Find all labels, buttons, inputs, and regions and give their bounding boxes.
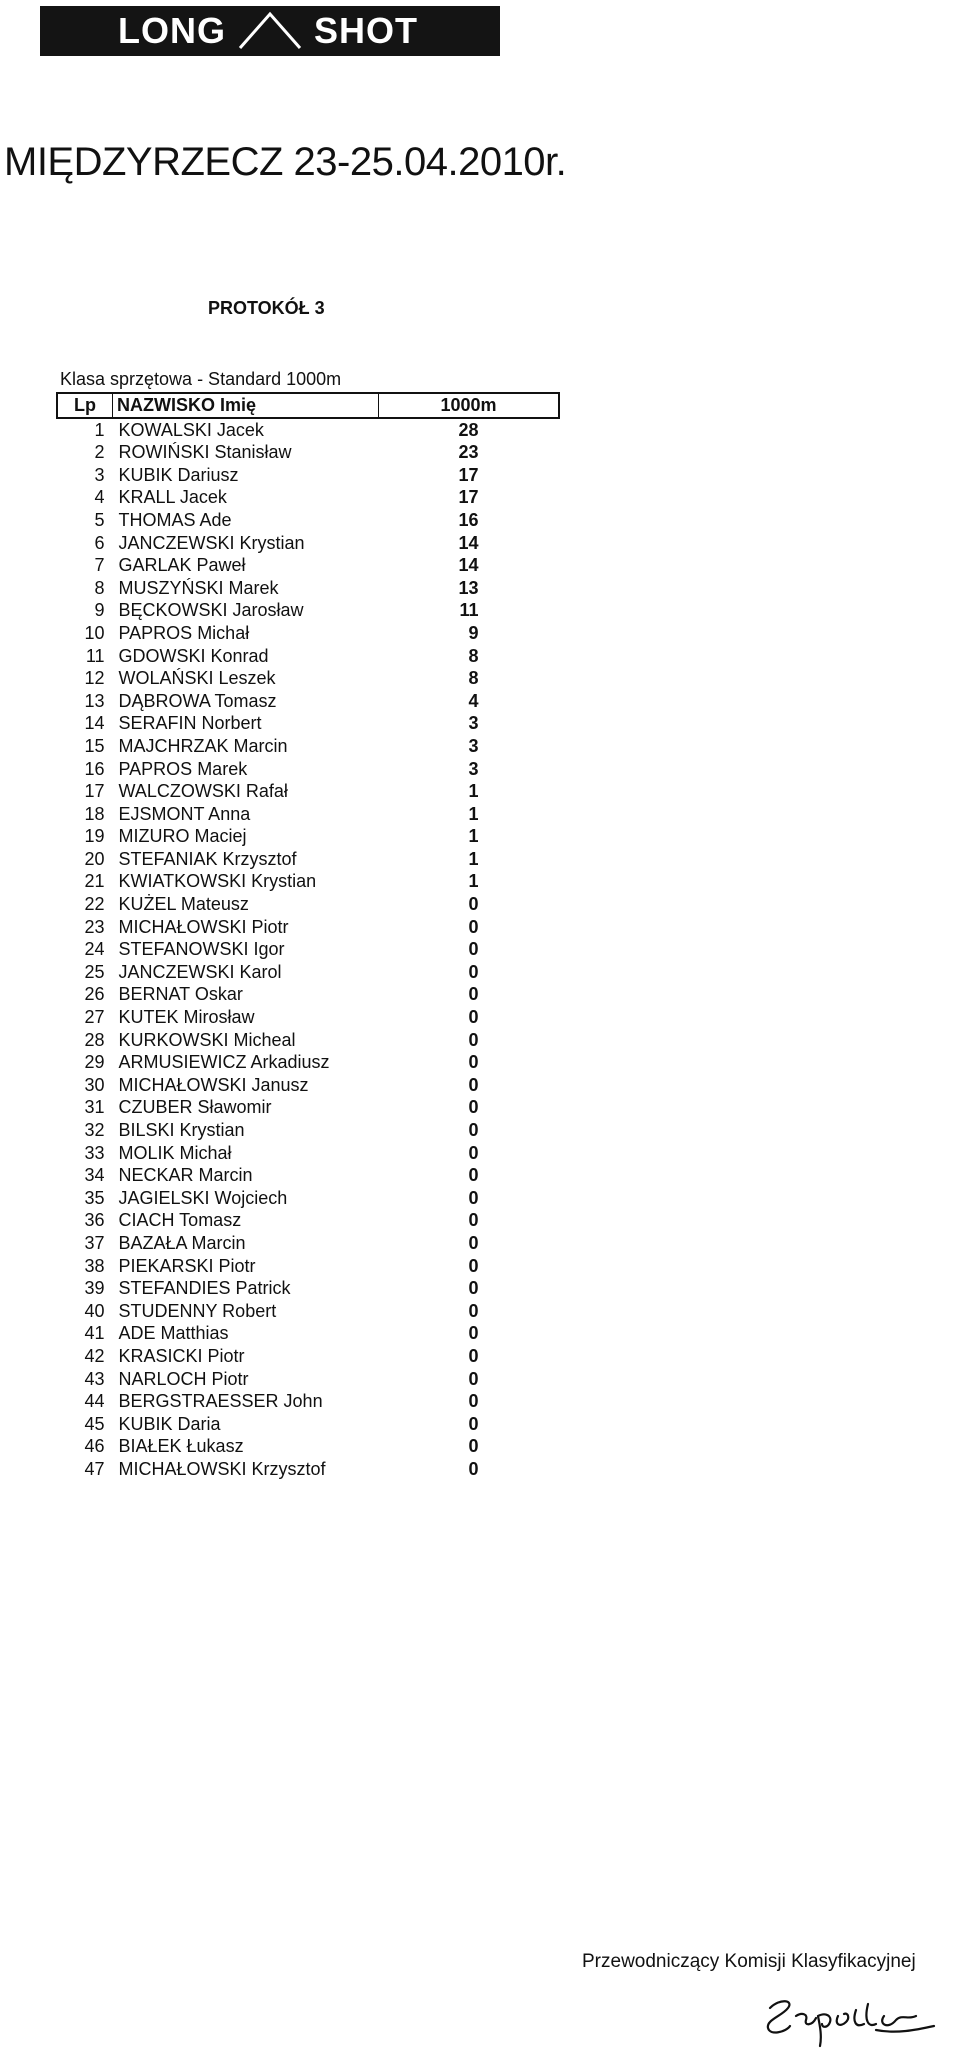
- row-name: KUBIK Dariusz: [118, 464, 239, 485]
- table-row: [57, 735, 559, 758]
- row-lp: 31: [84, 1097, 105, 1118]
- row-score: 9: [468, 622, 479, 643]
- row-score-cell: [379, 848, 560, 871]
- row-score-cell: [379, 1390, 560, 1413]
- row-lp: 29: [84, 1052, 105, 1073]
- row-score-cell: [379, 938, 560, 961]
- row-score-cell: [379, 1232, 560, 1255]
- row-name: THOMAS Ade: [118, 509, 232, 530]
- row-name: BAZAŁA Marcin: [118, 1232, 246, 1253]
- row-score: 3: [468, 713, 479, 734]
- row-score-cell: [379, 1345, 560, 1368]
- row-lp: 23: [84, 916, 105, 937]
- row-name: KRASICKI Piotr: [118, 1345, 245, 1366]
- row-name: GARLAK Paweł: [118, 555, 246, 576]
- row-name: DĄBROWA Tomasz: [118, 690, 277, 711]
- row-name: MIZURO Maciej: [118, 826, 247, 847]
- row-name: KWIATKOWSKI Krystian: [118, 871, 317, 892]
- table-row: [57, 1051, 559, 1074]
- row-score: 17: [458, 487, 479, 508]
- row-lp: 47: [84, 1458, 105, 1479]
- table-row: [57, 1209, 559, 1232]
- row-score-cell: [379, 825, 560, 848]
- row-score-cell: [379, 1029, 560, 1052]
- row-score: 28: [458, 419, 479, 440]
- row-name: STEFANOWSKI Igor: [118, 939, 285, 960]
- row-lp: 12: [84, 668, 105, 689]
- row-score-cell: [379, 780, 560, 803]
- row-lp: 46: [84, 1436, 105, 1457]
- row-lp: 16: [84, 758, 105, 779]
- row-score: 1: [468, 871, 479, 892]
- table-row: [57, 1458, 559, 1481]
- row-lp: 40: [84, 1300, 105, 1321]
- table-row: [57, 577, 559, 600]
- row-score-cell: [379, 1435, 560, 1458]
- row-score: 0: [468, 1413, 479, 1434]
- row-name: WOLAŃSKI Leszek: [118, 668, 276, 689]
- row-score: 0: [468, 961, 479, 982]
- row-score-cell: [379, 758, 560, 781]
- row-score: 0: [468, 1391, 479, 1412]
- row-name: ARMUSIEWICZ Arkadiusz: [118, 1052, 330, 1073]
- row-lp: 24: [84, 939, 105, 960]
- protocol-title: PROTOKÓŁ 3: [208, 298, 325, 318]
- table-row: [57, 938, 559, 961]
- row-score: 1: [468, 826, 479, 847]
- row-name: PIEKARSKI Piotr: [118, 1255, 256, 1276]
- row-score: 1: [468, 781, 479, 802]
- row-name: BERGSTRAESSER John: [118, 1391, 323, 1412]
- row-name: BERNAT Oskar: [118, 984, 243, 1005]
- row-score: 0: [468, 894, 479, 915]
- row-score-cell: [379, 1255, 560, 1278]
- table-row: [57, 1187, 559, 1210]
- table-row: [57, 418, 559, 442]
- table-row: [57, 1277, 559, 1300]
- row-name: MICHAŁOWSKI Piotr: [118, 916, 289, 937]
- table-row: [57, 1096, 559, 1119]
- row-score: 0: [468, 1368, 479, 1389]
- row-score: 0: [468, 1097, 479, 1118]
- row-lp: 45: [84, 1413, 105, 1434]
- row-score: 0: [468, 1300, 479, 1321]
- row-score-cell: [379, 622, 560, 645]
- row-score-cell: [379, 1051, 560, 1074]
- row-name: PAPROS Marek: [118, 758, 248, 779]
- row-name: MOLIK Michał: [118, 1142, 232, 1163]
- row-name: CIACH Tomasz: [118, 1210, 242, 1231]
- row-score-cell: [379, 667, 560, 690]
- row-score: 0: [468, 1232, 479, 1253]
- row-name: NECKAR Marcin: [118, 1165, 253, 1186]
- row-name: BIAŁEK Łukasz: [118, 1436, 244, 1457]
- row-lp: 22: [84, 894, 105, 915]
- row-lp: 11: [85, 645, 105, 666]
- row-lp: 36: [84, 1210, 105, 1231]
- row-lp: 5: [94, 509, 105, 530]
- table-header-row: [57, 393, 559, 418]
- row-score: 0: [468, 1323, 479, 1344]
- row-name: STEFANDIES Patrick: [118, 1278, 291, 1299]
- row-score-cell: [379, 1413, 560, 1436]
- table-row: [57, 1119, 559, 1142]
- table-row: [57, 1345, 559, 1368]
- chairman-label: Przewodniczący Komisji Klasyfikacyjnej: [582, 1951, 916, 1972]
- row-score-cell: [379, 735, 560, 758]
- row-lp: 41: [84, 1323, 105, 1344]
- row-lp: 15: [84, 735, 105, 756]
- row-name: NARLOCH Piotr: [118, 1368, 249, 1389]
- row-lp: 21: [84, 871, 105, 892]
- table-row: [57, 645, 559, 668]
- row-score: 0: [468, 939, 479, 960]
- row-lp: 14: [84, 713, 105, 734]
- row-name: ADE Matthias: [118, 1323, 229, 1344]
- row-name: KUTEK Mirosław: [118, 1007, 255, 1028]
- table-row: [57, 509, 559, 532]
- row-name: JAGIELSKI Wojciech: [118, 1187, 288, 1208]
- row-name: KOWALSKI Jacek: [118, 419, 264, 440]
- row-score: 0: [468, 1458, 479, 1479]
- row-score: 1: [468, 803, 479, 824]
- row-lp: 37: [84, 1232, 105, 1253]
- row-score-cell: [379, 645, 560, 668]
- row-score: 14: [458, 555, 479, 576]
- row-name: EJSMONT Anna: [118, 803, 251, 824]
- table-row: [57, 1413, 559, 1436]
- table-row: [57, 916, 559, 939]
- row-lp: 30: [84, 1074, 105, 1095]
- row-score-cell: [379, 577, 560, 600]
- row-name: STEFANIAK Krzysztof: [118, 848, 297, 869]
- row-lp: 34: [84, 1165, 105, 1186]
- table-row: [57, 667, 559, 690]
- row-name: STUDENNY Robert: [118, 1300, 277, 1321]
- row-score-cell: [379, 870, 560, 893]
- row-score-cell: [379, 983, 560, 1006]
- row-lp: 3: [94, 464, 105, 485]
- row-name: BILSKI Krystian: [118, 1120, 245, 1140]
- row-score-cell: [379, 486, 560, 509]
- row-lp: 19: [84, 826, 105, 847]
- row-score: 0: [468, 1052, 479, 1073]
- row-lp: 44: [84, 1391, 105, 1412]
- row-score: 0: [468, 1278, 479, 1299]
- row-score-cell: [379, 893, 560, 916]
- logo-text-right: SHOT: [314, 10, 419, 51]
- row-score-cell: [379, 961, 560, 984]
- row-lp: 20: [84, 848, 105, 869]
- row-score-cell: [379, 1142, 560, 1165]
- row-score-cell: [379, 532, 560, 555]
- row-score: 0: [468, 1142, 479, 1163]
- row-lp: 1: [94, 419, 105, 440]
- row-score: 13: [458, 577, 479, 598]
- row-lp: 39: [84, 1278, 105, 1299]
- row-lp: 26: [84, 984, 105, 1005]
- row-score: 16: [458, 509, 479, 530]
- row-score-cell: [379, 1458, 560, 1481]
- row-lp: 42: [84, 1345, 105, 1366]
- row-score: 3: [468, 758, 479, 779]
- logo-text-left: LONG: [118, 10, 226, 51]
- table-row: [57, 1322, 559, 1345]
- logo-wordmark: [60, 10, 480, 52]
- row-score: 0: [468, 1210, 479, 1231]
- table-row: [57, 1029, 559, 1052]
- row-lp: 8: [94, 577, 105, 598]
- table-row: [57, 622, 559, 645]
- row-name: JANCZEWSKI Krystian: [118, 532, 305, 553]
- row-lp: 17: [84, 781, 105, 802]
- row-lp: 27: [84, 1007, 105, 1028]
- table-row: [57, 690, 559, 713]
- table-row: [57, 1435, 559, 1458]
- row-score-cell: [379, 1119, 560, 1142]
- row-score-cell: [379, 1368, 560, 1391]
- table-row: [57, 961, 559, 984]
- row-score-cell: [379, 1096, 560, 1119]
- header-lp: Lp: [57, 393, 113, 418]
- header-score: 1000m: [379, 393, 560, 418]
- row-name: MAJCHRZAK Marcin: [118, 735, 288, 756]
- row-score: 17: [458, 464, 479, 485]
- row-name: KRALL Jacek: [118, 487, 227, 508]
- row-score-cell: [379, 803, 560, 826]
- table-row: [57, 758, 559, 781]
- signature-icon: [756, 1986, 956, 2052]
- row-name: PAPROS Michał: [118, 622, 250, 643]
- row-lp: 43: [84, 1368, 105, 1389]
- table-row: [57, 1006, 559, 1029]
- row-lp: 4: [94, 487, 105, 508]
- row-score: 11: [459, 600, 479, 621]
- row-name: KUBIK Daria: [118, 1413, 221, 1434]
- row-name: GDOWSKI Konrad: [118, 645, 269, 666]
- row-score: 0: [468, 1007, 479, 1028]
- logo-triangle-icon: [240, 14, 300, 48]
- row-name: JANCZEWSKI Karol: [118, 961, 282, 982]
- table-row: [57, 803, 559, 826]
- table-row: [57, 983, 559, 1006]
- table-row: [57, 1232, 559, 1255]
- table-row: [57, 554, 559, 577]
- row-lp: 18: [84, 803, 105, 824]
- row-score: 0: [468, 1345, 479, 1366]
- row-lp: 10: [84, 622, 105, 643]
- row-score: 14: [458, 532, 479, 553]
- row-name: KUŻEL Mateusz: [118, 894, 249, 915]
- row-score: 23: [458, 442, 479, 463]
- row-score-cell: [379, 1074, 560, 1097]
- table-row: [57, 780, 559, 803]
- row-score-cell: [379, 464, 560, 487]
- row-lp: 32: [84, 1120, 105, 1140]
- row-name: CZUBER Sławomir: [118, 1097, 272, 1118]
- row-score-cell: [379, 1209, 560, 1232]
- row-score-cell: [379, 1164, 560, 1187]
- table-row: [57, 1300, 559, 1323]
- row-score: 8: [468, 668, 479, 689]
- row-score-cell: [379, 916, 560, 939]
- row-score-cell: [379, 690, 560, 713]
- table-row: [57, 1164, 559, 1187]
- row-name: ROWIŃSKI Stanisław: [118, 442, 292, 463]
- row-score: 0: [468, 1029, 479, 1050]
- page-title: MIĘDZYRZECZ 23-25.04.2010r.: [4, 140, 567, 184]
- row-name: BĘCKOWSKI Jarosław: [118, 600, 304, 621]
- row-score: 4: [468, 690, 479, 711]
- table-row: [57, 464, 559, 487]
- row-score: 0: [468, 1436, 479, 1457]
- row-name: MUSZYŃSKI Marek: [118, 577, 279, 598]
- table-row: [57, 712, 559, 735]
- header-name: NAZWISKO Imię: [113, 393, 379, 418]
- row-score-cell: [379, 418, 560, 442]
- row-lp: 2: [94, 442, 105, 463]
- row-score-cell: [379, 554, 560, 577]
- row-lp: 6: [94, 532, 105, 553]
- row-lp: 7: [94, 555, 105, 576]
- table-row: [57, 848, 559, 871]
- row-score: 8: [468, 645, 479, 666]
- table-row: [57, 441, 559, 464]
- row-lp: 38: [84, 1255, 105, 1276]
- row-lp: 28: [84, 1029, 105, 1050]
- table-row: [57, 870, 559, 893]
- row-score-cell: [379, 1300, 560, 1323]
- results-table: [56, 392, 560, 1481]
- row-score: 0: [468, 984, 479, 1005]
- row-score-cell: [379, 1006, 560, 1029]
- row-score: 0: [468, 1165, 479, 1186]
- row-score: 1: [468, 848, 479, 869]
- table-row: [57, 1142, 559, 1165]
- row-score: 0: [468, 1074, 479, 1095]
- table-row: [57, 599, 559, 622]
- row-name: MICHAŁOWSKI Krzysztof: [118, 1458, 326, 1479]
- row-name: WALCZOWSKI Rafał: [118, 781, 288, 802]
- class-label: Klasa sprzętowa - Standard 1000m: [60, 369, 342, 389]
- table-row: [57, 1255, 559, 1278]
- row-name: MICHAŁOWSKI Janusz: [118, 1074, 309, 1095]
- table-row: [57, 1368, 559, 1391]
- row-score-cell: [379, 1322, 560, 1345]
- row-score-cell: [379, 712, 560, 735]
- table-row: [57, 532, 559, 555]
- table-row: [57, 1390, 559, 1413]
- row-score: 0: [468, 1187, 479, 1208]
- row-score-cell: [379, 1187, 560, 1210]
- row-score: 0: [468, 1120, 479, 1140]
- row-score-cell: [379, 599, 560, 622]
- longshot-logo: [40, 6, 500, 56]
- row-score: 0: [468, 916, 479, 937]
- row-score-cell: [379, 441, 560, 464]
- row-name: SERAFIN Norbert: [118, 713, 262, 734]
- row-lp: 9: [94, 600, 105, 621]
- row-score-cell: [379, 1277, 560, 1300]
- row-name: KURKOWSKI Micheal: [118, 1029, 296, 1050]
- table-row: [57, 825, 559, 848]
- row-lp: 35: [84, 1187, 105, 1208]
- table-row: [57, 893, 559, 916]
- row-score: 3: [468, 735, 479, 756]
- results-body: [57, 418, 559, 1481]
- row-score-cell: [379, 509, 560, 532]
- table-row: [57, 486, 559, 509]
- table-row: [57, 1074, 559, 1097]
- row-score: 0: [468, 1255, 479, 1276]
- row-lp: 13: [84, 690, 105, 711]
- row-lp: 25: [84, 961, 105, 982]
- row-lp: 33: [84, 1142, 105, 1163]
